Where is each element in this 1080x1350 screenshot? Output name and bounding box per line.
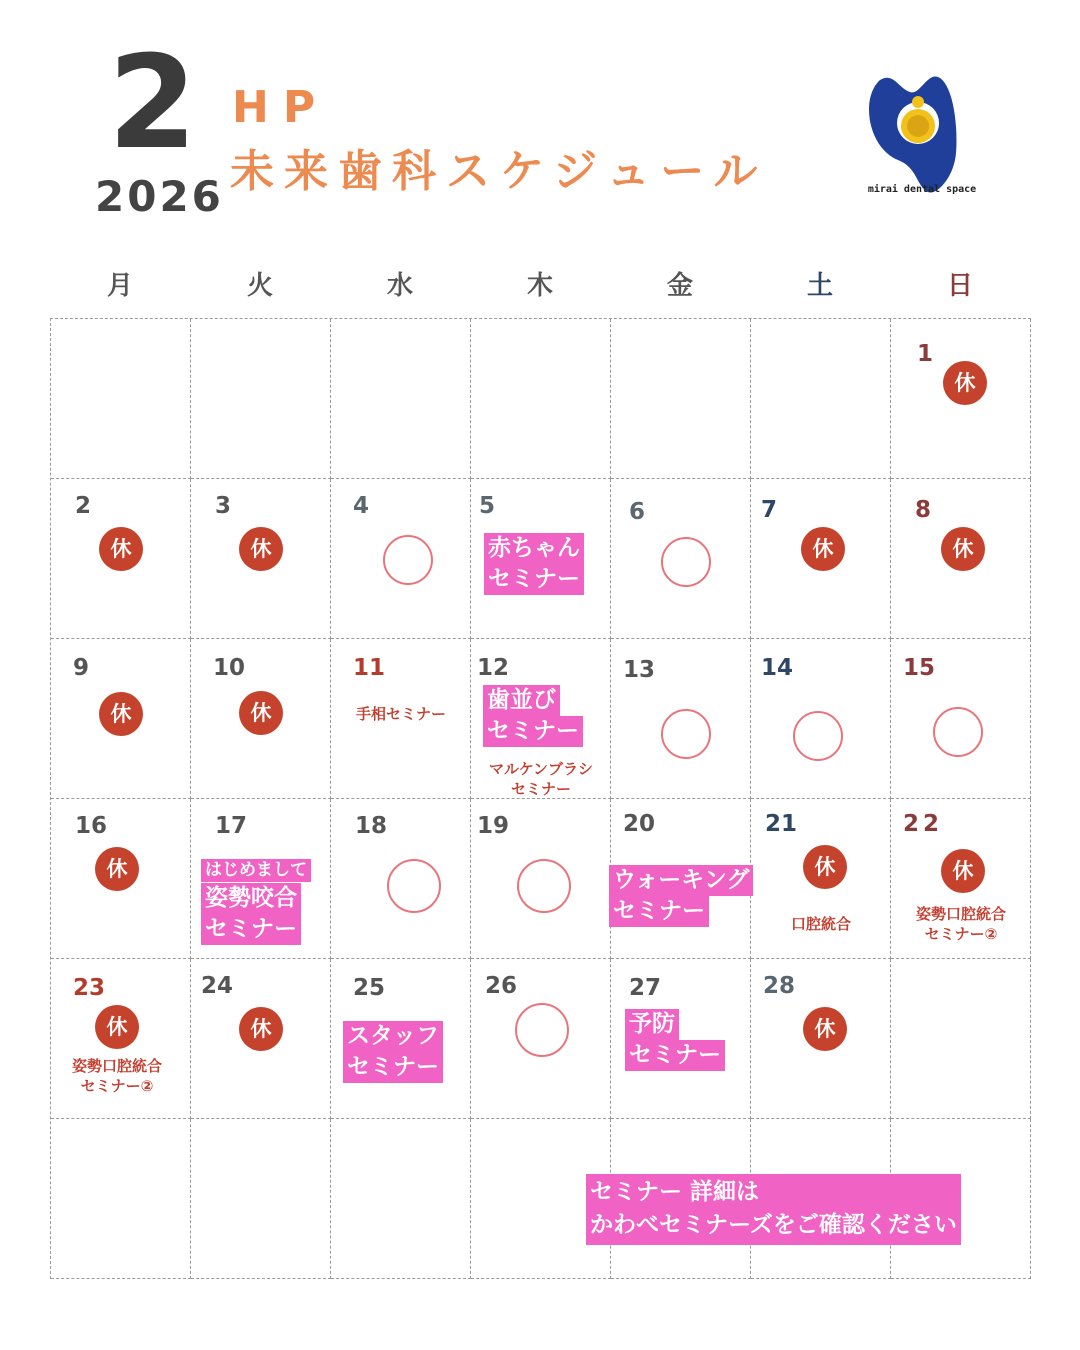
- calendar-cell-day-28: [751, 959, 891, 1119]
- day-number: 11: [353, 655, 386, 681]
- calendar-cell-empty: [191, 1119, 331, 1279]
- calendar-cell-day-6: [611, 479, 751, 639]
- hp-label: HP: [232, 82, 330, 133]
- calendar-cell-day-22: [891, 799, 1031, 959]
- event-note: 手相セミナー: [355, 705, 446, 723]
- open-circle-icon: [383, 535, 433, 585]
- seminar-tag: セミナー: [625, 1040, 725, 1071]
- calendar-cell-empty: [51, 319, 191, 479]
- closed-badge: 休: [803, 1007, 847, 1051]
- day-number: 9: [73, 655, 90, 681]
- day-number: 8: [915, 497, 932, 523]
- closed-badge: 休: [99, 527, 143, 571]
- day-number: 5: [479, 493, 496, 519]
- seminar-info-note: [586, 1174, 961, 1245]
- day-number: 13: [623, 657, 656, 683]
- seminar-info-line: セミナー 詳細は: [590, 1179, 760, 1205]
- day-number: 12: [477, 655, 510, 681]
- event-note: セミナー②: [924, 925, 998, 943]
- day-number: 6: [629, 499, 646, 525]
- seminar-tag: セミナー: [484, 564, 584, 595]
- calendar-cell-empty: [891, 959, 1031, 1119]
- day-number: 15: [903, 655, 936, 681]
- open-circle-icon: [661, 537, 711, 587]
- calendar-cell-day-14: [751, 639, 891, 799]
- calendar-cell-day-3: [191, 479, 331, 639]
- calendar-cell-day-11: [331, 639, 471, 799]
- calendar-cell-empty: [331, 1119, 471, 1279]
- day-number: 23: [73, 975, 106, 1001]
- closed-badge: 休: [801, 527, 845, 571]
- closed-badge: 休: [239, 691, 283, 735]
- seminar-tag: セミナー: [609, 896, 709, 927]
- calendar-cell-day-2: [51, 479, 191, 639]
- day-number: 3: [215, 493, 232, 519]
- closed-badge: 休: [943, 361, 987, 405]
- weekday-fri: 金: [666, 271, 693, 301]
- seminar-tag: セミナー: [343, 1052, 443, 1083]
- seminar-tag: 赤ちゃん: [484, 533, 584, 564]
- day-number: 1: [917, 341, 934, 367]
- day-number: 7: [761, 497, 778, 523]
- schedule-title: 未来歯科スケジュール: [230, 146, 768, 197]
- closed-badge: 休: [99, 692, 143, 736]
- day-number: 17: [215, 813, 248, 839]
- calendar-cell-day-21: [751, 799, 891, 959]
- calendar-cell-empty: [751, 319, 891, 479]
- calendar-cell-day-1: [891, 319, 1031, 479]
- calendar-cell-day-5: [471, 479, 611, 639]
- closed-badge: 休: [95, 1005, 139, 1049]
- open-circle-icon: [661, 709, 711, 759]
- seminar-info-line: かわべセミナーズをご確認ください: [590, 1212, 957, 1239]
- event-note: 姿勢口腔統合: [915, 905, 1006, 923]
- day-number: 2: [75, 493, 92, 519]
- calendar-cell-day-24: [191, 959, 331, 1119]
- weekday-sun: 日: [946, 271, 973, 301]
- calendar-cell-day-26: [471, 959, 611, 1119]
- day-number: 4: [353, 493, 370, 519]
- calendar-cell-day-19: [471, 799, 611, 959]
- closed-badge: 休: [239, 1007, 283, 1051]
- day-number: 21: [765, 811, 798, 837]
- day-number: 24: [201, 973, 234, 999]
- seminar-tag: 歯並び: [483, 685, 560, 716]
- event-note: 口腔統合: [790, 915, 851, 933]
- calendar-cell-day-8: [891, 479, 1031, 639]
- event-note: セミナー: [510, 780, 571, 798]
- closed-badge: 休: [941, 527, 985, 571]
- seminar-tag: セミナー: [201, 914, 301, 945]
- calendar-cell-day-13: [611, 639, 751, 799]
- calendar-cell-empty: [331, 319, 471, 479]
- calendar-cell-day-16: [51, 799, 191, 959]
- seminar-tag: ウォーキング: [609, 865, 753, 896]
- seminar-tag: はじめまして: [201, 859, 311, 882]
- day-number: 26: [485, 973, 518, 999]
- day-number: 22: [903, 811, 944, 837]
- event-note: 姿勢口腔統合: [71, 1057, 162, 1075]
- open-circle-icon: [793, 711, 843, 761]
- calendar-cell-empty: [471, 319, 611, 479]
- seminar-tag: セミナー: [483, 716, 583, 747]
- calendar-cell-day-17: [191, 799, 331, 959]
- year: 2026: [95, 172, 224, 221]
- calendar-cell-day-20: [611, 799, 751, 959]
- logo-text: mirai dental space: [867, 184, 977, 195]
- day-number: 14: [761, 655, 794, 681]
- open-circle-icon: [933, 707, 983, 757]
- calendar-cell-day-25: [331, 959, 471, 1119]
- day-number: 16: [75, 813, 108, 839]
- day-number: 19: [477, 813, 510, 839]
- closed-badge: 休: [95, 847, 139, 891]
- seminar-tag: 予防: [625, 1009, 679, 1040]
- calendar-cell-day-12: [471, 639, 611, 799]
- calendar-cell-day-27: [611, 959, 751, 1119]
- day-number: 28: [763, 973, 796, 999]
- event-note: マルケンブラシ: [489, 760, 593, 778]
- calendar-grid: [50, 318, 1031, 1279]
- seminar-tag: 姿勢咬合: [201, 883, 301, 914]
- closed-badge: 休: [239, 527, 283, 571]
- day-number: 20: [623, 811, 656, 837]
- calendar-cell-empty: [611, 319, 751, 479]
- calendar-cell-day-18: [331, 799, 471, 959]
- clinic-logo: [858, 68, 988, 203]
- calendar-cell-day-9: [51, 639, 191, 799]
- weekday-tue: 火: [246, 271, 273, 301]
- weekday-mon: 月: [106, 271, 133, 301]
- day-number: 10: [213, 655, 246, 681]
- open-circle-icon: [517, 859, 571, 913]
- open-circle-icon: [387, 859, 441, 913]
- weekday-thu: 木: [526, 271, 553, 301]
- calendar-cell-empty: [51, 1119, 191, 1279]
- event-note: セミナー②: [80, 1077, 154, 1095]
- seminar-tag: スタッフ: [343, 1021, 443, 1052]
- weekday-wed: 水: [386, 271, 413, 301]
- open-circle-icon: [515, 1003, 569, 1057]
- closed-badge: 休: [941, 849, 985, 893]
- day-number: 25: [353, 975, 386, 1001]
- month-number: 2: [108, 29, 198, 178]
- closed-badge: 休: [803, 845, 847, 889]
- calendar-cell-day-7: [751, 479, 891, 639]
- weekday-sat: 土: [806, 271, 833, 301]
- day-number: 18: [355, 813, 388, 839]
- calendar-cell-day-23: [51, 959, 191, 1119]
- calendar-cell-day-15: [891, 639, 1031, 799]
- calendar-cell-day-10: [191, 639, 331, 799]
- calendar-cell-empty: [191, 319, 331, 479]
- day-number: 27: [629, 975, 662, 1001]
- calendar-cell-day-4: [331, 479, 471, 639]
